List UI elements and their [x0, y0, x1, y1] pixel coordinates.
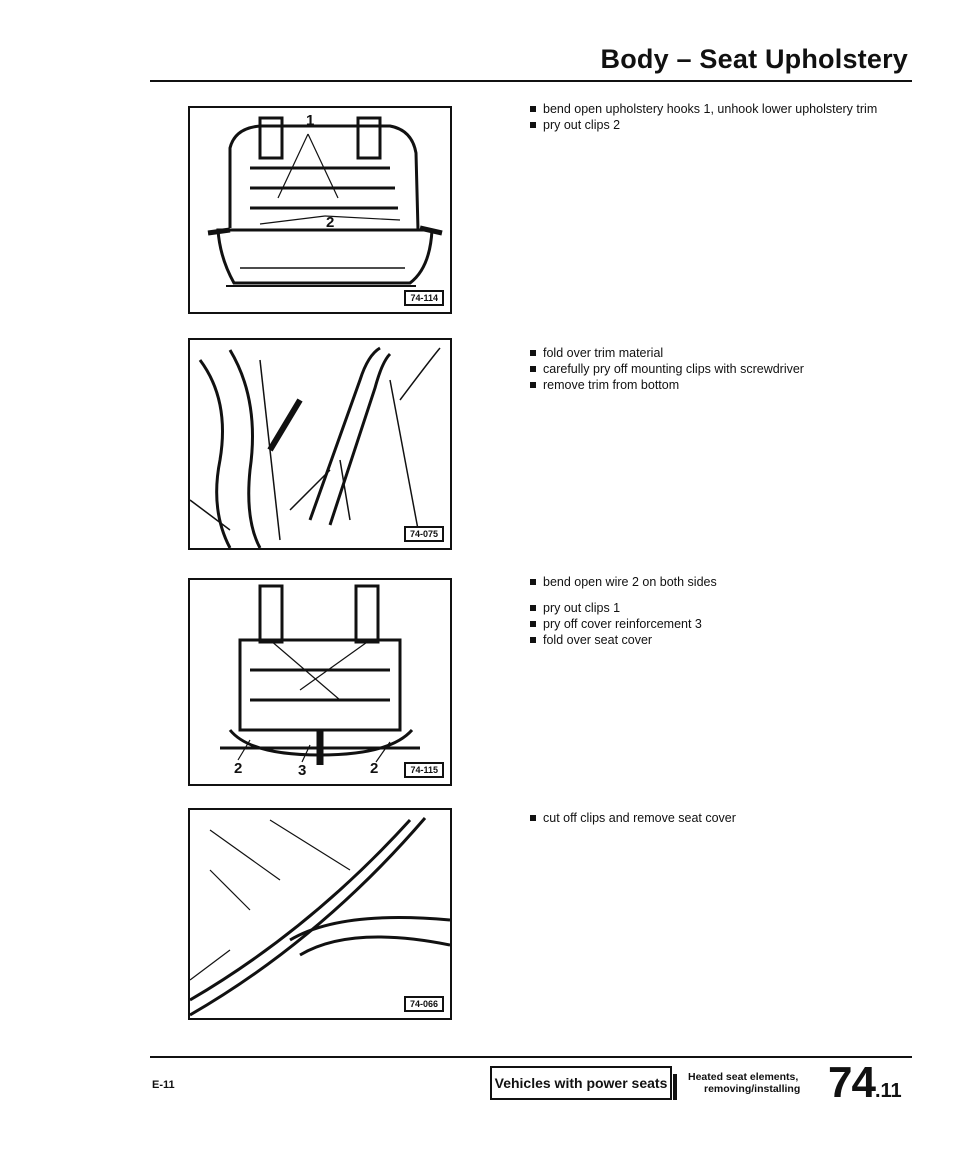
figure-label: 74-114 [404, 290, 444, 306]
figure-74-075 [188, 338, 452, 550]
step: remove trim from bottom [530, 377, 910, 393]
step: cut off clips and remove seat cover [530, 810, 910, 826]
instructions-figure-1 [530, 101, 910, 133]
instructions-figure-3 [530, 574, 910, 648]
figure-label: 74-075 [404, 526, 444, 542]
step: pry out clips 2 [530, 117, 910, 133]
section-topic [688, 1071, 818, 1095]
figure-label: 74-115 [404, 762, 444, 778]
page-number-main: 74 [828, 1058, 875, 1107]
seat-frame-illustration [190, 108, 450, 312]
page-number [828, 1058, 902, 1108]
page-title: Body – Seat Upholstery [600, 44, 908, 74]
step: fold over seat cover [530, 632, 910, 648]
figure-74-115 [188, 578, 452, 786]
callout-2: 2 [326, 214, 335, 231]
step: carefully pry off mounting clips with screwdriver [530, 361, 910, 377]
callout-3: 3 [298, 762, 307, 779]
instructions-figure-2 [530, 345, 910, 393]
figure-74-114 [188, 106, 452, 314]
seat-cover-illustration [190, 580, 450, 784]
section-label: Vehicles with power seats [490, 1066, 672, 1100]
header-rule [150, 80, 912, 82]
figure-label: 74-066 [404, 996, 444, 1012]
figure-74-066 [188, 808, 452, 1020]
topic-line-1: Heated seat elements, [688, 1071, 799, 1083]
step: fold over trim material [530, 345, 910, 361]
callout-1: 1 [306, 112, 315, 129]
page-code: E-11 [152, 1079, 175, 1091]
trim-removal-illustration [190, 340, 450, 548]
step: bend open upholstery hooks 1, unhook lower upholstery trim [530, 101, 910, 117]
footer-rule [150, 1056, 912, 1058]
callout-2: 2 [370, 760, 379, 777]
step: bend open wire 2 on both sides [530, 574, 910, 590]
clip-cutting-illustration [190, 810, 450, 1018]
page-number-sub: .11 [874, 1080, 902, 1102]
instructions-figure-4 [530, 810, 910, 826]
topic-line-2: removing/installing [704, 1083, 801, 1095]
callout-2: 2 [234, 760, 243, 777]
step: pry off cover reinforcement 3 [530, 616, 910, 632]
step: pry out clips 1 [530, 600, 910, 616]
